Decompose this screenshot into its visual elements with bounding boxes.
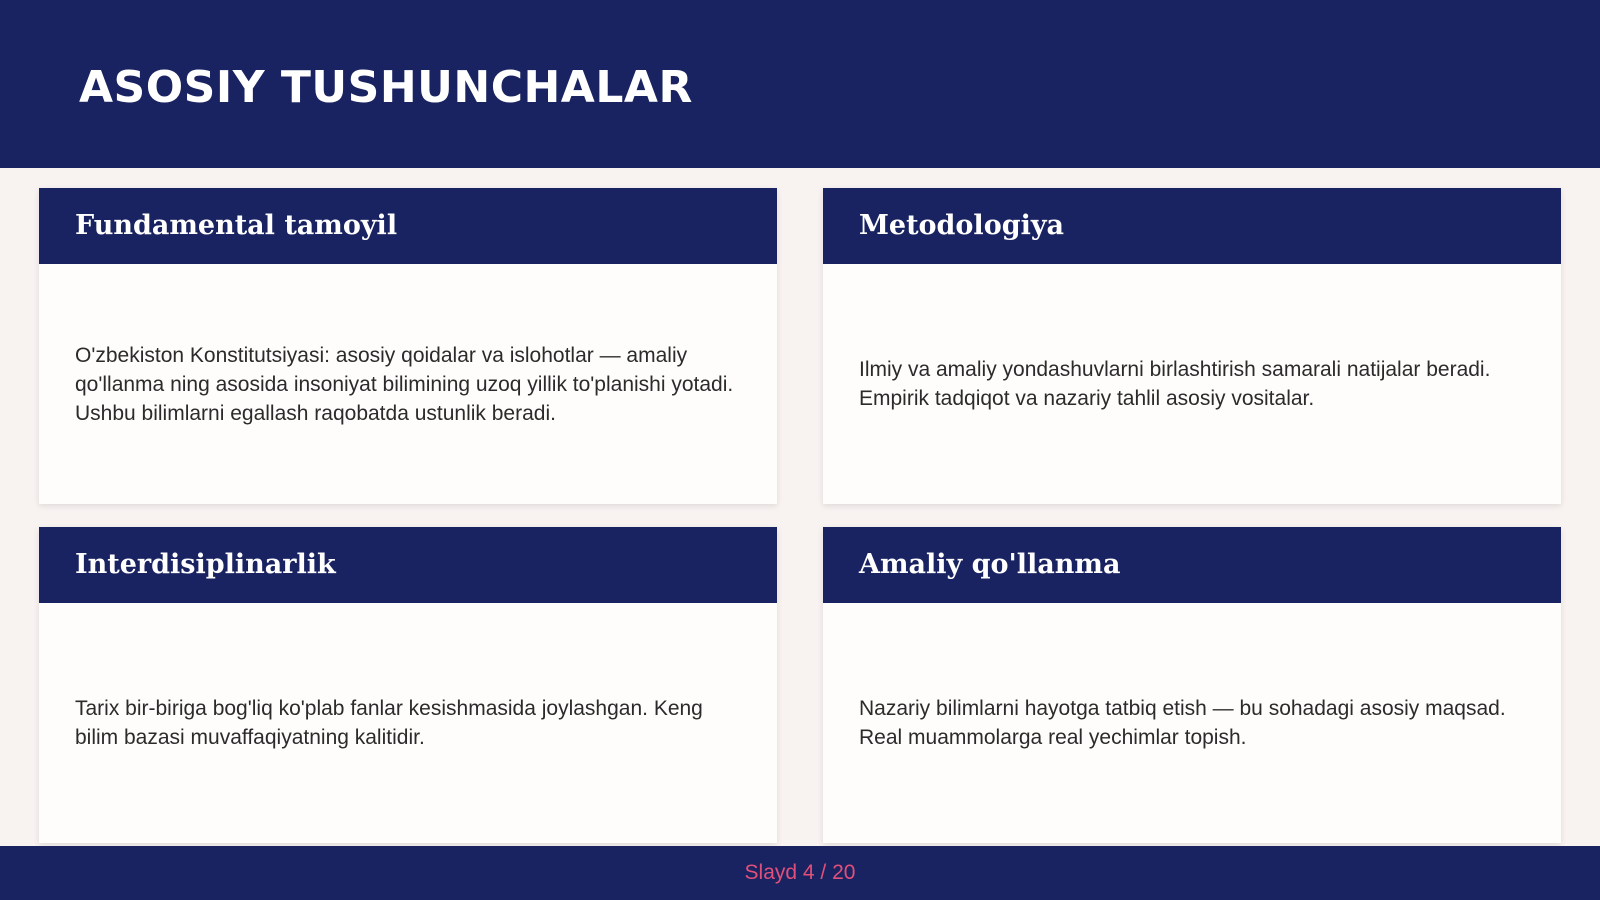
card-header (39, 527, 777, 603)
card-body (39, 603, 777, 843)
card-interdisiplinarlik (39, 527, 777, 843)
card-metodologiya (823, 188, 1561, 504)
card-heading: Interdisiplinarlik (75, 549, 336, 580)
card-header (39, 188, 777, 264)
card-heading: Amaliy qo'llanma (859, 549, 1121, 580)
card-header (823, 188, 1561, 264)
card-text: Ilmiy va amaliy yondashuvlarni birlashtirish samarali natijalar beradi. Empirik tadqiqot va nazariy tahlil asosiy vositalar. (859, 358, 1491, 410)
card-text: Tarix bir-biriga bog'liq ko'plab fanlar kesishmasida joylashgan. Keng bilim bazasi muvaffaqiyatning kalitidir. (75, 697, 703, 749)
card-body (823, 603, 1561, 843)
card-body (823, 264, 1561, 504)
card-header (823, 527, 1561, 603)
card-body (39, 264, 777, 504)
slide-title: ASOSIY TUSHUNCHALAR (79, 62, 693, 113)
slide-header (0, 0, 1600, 168)
card-heading: Fundamental tamoyil (75, 210, 398, 241)
card-fundamental-tamoyil (39, 188, 777, 504)
card-text: Nazariy bilimlarni hayotga tatbiq etish — bu sohadagi asosiy maqsad. Real muammolarga real yechimlar topish. (859, 697, 1506, 749)
slide-counter: Slayd 4 / 20 (744, 861, 856, 884)
card-amaliy-qollanma (823, 527, 1561, 843)
slide-footer (0, 846, 1600, 900)
card-text: O'zbekiston Konstitutsiyasi: asosiy qoidalar va islohotlar — amaliy qo'llanma ning asosida insoniyat bilimining uzoq yillik to'planishi yotadi. Ushbu bilimlarni egallash raqobatda ustunlik beradi. (75, 343, 734, 425)
card-heading: Metodologiya (859, 210, 1065, 241)
